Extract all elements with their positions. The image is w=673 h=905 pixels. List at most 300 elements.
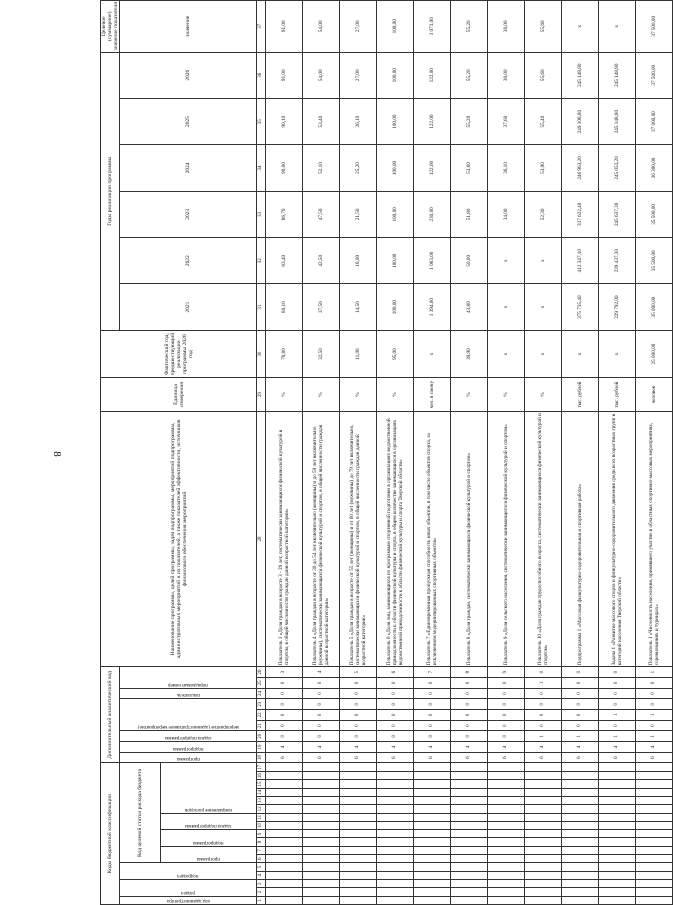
- column-number: 32: [257, 238, 266, 284]
- code-cell: [340, 788, 377, 796]
- code-cell: [488, 896, 525, 904]
- column-number: 23: [257, 699, 266, 710]
- code-cell: [266, 821, 303, 829]
- code-cell: [451, 855, 488, 863]
- year-value: 55,20: [451, 98, 488, 144]
- code-cell: 0: [303, 710, 340, 721]
- code-cell: 0: [340, 731, 377, 742]
- row-description: Подпрограмма 1 «Массовая физкультурно-оздоровительная и спортивная работа»: [562, 411, 599, 667]
- code-cell: [525, 846, 562, 854]
- code-cell: [525, 805, 562, 813]
- unit-cell: %: [451, 378, 488, 411]
- code-cell: [636, 821, 673, 829]
- year-value: 1 394,00: [414, 284, 451, 330]
- code-cell: [636, 863, 673, 871]
- code-cell: [451, 813, 488, 821]
- code-cell: [636, 788, 673, 796]
- code-cell: [414, 813, 451, 821]
- year-value: 229 792,00: [599, 284, 636, 330]
- code-cell: [340, 830, 377, 838]
- code-cell: [266, 838, 303, 846]
- code-cell: 0: [636, 688, 673, 699]
- code-cell: [266, 880, 303, 888]
- year-value: х: [488, 238, 525, 284]
- year-value: 37,60: [488, 98, 525, 144]
- code-cell: 1: [636, 710, 673, 721]
- code-cell: 0: [377, 710, 414, 721]
- year-value: 100,00: [377, 98, 414, 144]
- code-cell: 0: [414, 720, 451, 731]
- code-cell: [525, 880, 562, 888]
- code-cell: [377, 871, 414, 879]
- year-value: 245 637,30: [599, 191, 636, 237]
- code-cell: [303, 880, 340, 888]
- code-cell: [451, 838, 488, 846]
- code-cell: [414, 863, 451, 871]
- year-value: 100,00: [377, 145, 414, 191]
- code-cell: 0: [525, 688, 562, 699]
- code-cell: [266, 896, 303, 904]
- cls-indicator-label: показатель: [176, 692, 200, 698]
- code-cell: 0: [488, 720, 525, 731]
- code-cell: [562, 855, 599, 863]
- code-cell: [451, 780, 488, 788]
- table-row: [303, 1, 340, 905]
- code-cell: [562, 846, 599, 854]
- code-cell: [525, 838, 562, 846]
- code-cell: [340, 896, 377, 904]
- year-value: 27,00: [340, 52, 377, 98]
- row-description: Показатель 1 «Численность населения, принявшего участие в областных спортивно-массовых мероприятиях, соревнованиях и турнирах»: [636, 411, 673, 667]
- column-number: 2: [257, 888, 266, 896]
- unit-cell: %: [303, 378, 340, 411]
- subprogram-header: [161, 830, 257, 847]
- table-row: [488, 1, 525, 905]
- code-cell: [525, 863, 562, 871]
- fact-value: х: [414, 330, 451, 378]
- code-cell: 4: [599, 742, 636, 753]
- code-cell: [562, 780, 599, 788]
- unit-cell: %: [340, 378, 377, 411]
- code-cell: [562, 863, 599, 871]
- code-cell: [451, 772, 488, 780]
- row-description: Показатель 4 «Доля граждан в возрасте от 30 до 54 лет включительно (женщины) и до 59 лет включительно (мужчины), систематически занимающихся физической культурой и спортом, в общей численности граждан данной возрастной категории»: [303, 411, 340, 667]
- code-cell: 0: [488, 677, 525, 688]
- code-cell: 1: [599, 731, 636, 742]
- year-value: х: [488, 284, 525, 330]
- code-cell: [266, 788, 303, 796]
- code-cell: 4: [303, 742, 340, 753]
- code-cell: [303, 846, 340, 854]
- code-cell: 6: [562, 752, 599, 763]
- code-cell: [377, 863, 414, 871]
- row-description: Показатель 7 «Единовременная пропускная способность иных объектов, в том числе объектов спорта, за исключением модернизированных спортивных объектов»: [414, 411, 451, 667]
- code-cell: [377, 830, 414, 838]
- code-cell: [562, 805, 599, 813]
- code-cell: [636, 871, 673, 879]
- code-cell: [636, 888, 673, 896]
- row-description: Показатель 5 «Доля граждан в возрасте от 55 лет (женщины) и от 60 лет (мужчины) до 79 лет включительно, систематически занимающихся физической культурой и спортом, в общей численности граждан данной возрастной категории»: [340, 411, 377, 667]
- target-value: 37 500,00: [636, 1, 673, 53]
- code-cell: 0: [414, 688, 451, 699]
- code-cell: [303, 788, 340, 796]
- code-cell: [340, 805, 377, 813]
- code-cell: [266, 796, 303, 804]
- code-cell: 0: [599, 699, 636, 710]
- code-cell: 4: [340, 742, 377, 753]
- year-value: 14,50: [340, 284, 377, 330]
- year-value: 37 500,00: [636, 52, 673, 98]
- year-value: 26,10: [340, 98, 377, 144]
- column-number: 9: [257, 830, 266, 838]
- column-number: 35: [257, 98, 266, 144]
- code-cell: [377, 896, 414, 904]
- code-cell: 4: [525, 742, 562, 753]
- code-cell: [599, 830, 636, 838]
- column-number: 34: [257, 145, 266, 191]
- unit-cell: %: [525, 378, 562, 411]
- row-description: Задача 1 «Развитие массового спорта и физкультурно-оздоровительного движения среди всех возрастных групп и категорий населения Тверской области»: [599, 411, 636, 667]
- code-cell: [636, 805, 673, 813]
- code-cell: [488, 855, 525, 863]
- year-value: 100,00: [377, 238, 414, 284]
- code-cell: [340, 871, 377, 879]
- code-cell: [599, 880, 636, 888]
- year-value: 1 083,00: [414, 238, 451, 284]
- subsection-header-label: подраздел: [177, 873, 199, 879]
- year-value: 35 500,00: [636, 238, 673, 284]
- year-value: 53,60: [451, 145, 488, 191]
- code-cell: 0: [451, 699, 488, 710]
- code-cell: 0: [451, 688, 488, 699]
- code-cell: [266, 805, 303, 813]
- year-value: 37 000,00: [636, 98, 673, 144]
- code-cell: [377, 888, 414, 896]
- section-header: [120, 880, 257, 897]
- code-cell: [414, 830, 451, 838]
- code-cell: [414, 772, 451, 780]
- unit-cell: тыс. рублей: [599, 378, 636, 411]
- code-cell: 0: [303, 677, 340, 688]
- code-cell: 0: [377, 731, 414, 742]
- unit-cell: тыс. рублей: [562, 378, 599, 411]
- code-cell: 6: [266, 752, 303, 763]
- code-cell: [340, 888, 377, 896]
- code-cell: 0: [266, 720, 303, 731]
- year-value: 55,40: [525, 98, 562, 144]
- code-cell: [525, 888, 562, 896]
- year-value: 36,10: [488, 145, 525, 191]
- code-cell: [636, 855, 673, 863]
- code-cell: [525, 772, 562, 780]
- code-cell: 6: [599, 752, 636, 763]
- fact-header: Фактический год, предшествующий реализации программы 2020 год: [101, 330, 257, 378]
- code-cell: 0: [303, 731, 340, 742]
- code-cell: [451, 830, 488, 838]
- code-cell: [525, 763, 562, 772]
- code-cell: 1: [599, 710, 636, 721]
- row-description: Показатель 10 «Доля граждан трудоспособного возраста, систематически занимающихся физической культурой и спортом»: [525, 411, 562, 667]
- fact-value: 95,00: [377, 330, 414, 378]
- code-cell: [488, 796, 525, 804]
- code-cell: [488, 788, 525, 796]
- year-value: 412 347,10: [562, 238, 599, 284]
- code-cell: [599, 772, 636, 780]
- code-cell: 0: [562, 688, 599, 699]
- year-value: 100,00: [377, 191, 414, 237]
- program-label: программа: [197, 856, 220, 862]
- unit-cell: человек: [636, 378, 673, 411]
- code-cell: 4: [488, 742, 525, 753]
- unit-cell: %: [266, 378, 303, 411]
- code-cell: [377, 821, 414, 829]
- column-number: 11: [257, 813, 266, 821]
- code-cell: [414, 896, 451, 904]
- code-cell: [599, 821, 636, 829]
- code-cell: 0: [562, 710, 599, 721]
- target-value: 54,00: [303, 1, 340, 53]
- fact-value: 78,80: [266, 330, 303, 378]
- code-cell: [377, 763, 414, 772]
- code-cell: [303, 863, 340, 871]
- year-value: 122,00: [414, 145, 451, 191]
- code-cell: [303, 805, 340, 813]
- column-number: 37: [257, 1, 266, 53]
- expense-group-header: Код целевой статьи расхода бюджета: [120, 763, 161, 863]
- year-value: 21,50: [340, 191, 377, 237]
- code-cell: [266, 855, 303, 863]
- year-value: 91,00: [266, 52, 303, 98]
- code-cell: [266, 846, 303, 854]
- code-cell: [266, 772, 303, 780]
- code-cell: 1: [636, 667, 673, 678]
- target-value: 3 073,00: [414, 1, 451, 53]
- activity-header: [161, 763, 257, 813]
- code-cell: 0: [562, 677, 599, 688]
- column-number: 4: [257, 871, 266, 879]
- year-value: 230,00: [414, 191, 451, 237]
- year-value: 246 963,20: [562, 145, 599, 191]
- code-cell: [266, 871, 303, 879]
- code-cell: 6: [451, 752, 488, 763]
- year-value: 245 148,80: [599, 98, 636, 144]
- year-value: 337 622,40: [562, 191, 599, 237]
- code-cell: [451, 871, 488, 879]
- year-value: 54,00: [303, 52, 340, 98]
- code-cell: 4: [377, 742, 414, 753]
- table-row: [451, 1, 488, 905]
- code-cell: [488, 838, 525, 846]
- code-cell: 0: [266, 677, 303, 688]
- cls-task-label: задача подпрограммы: [164, 735, 212, 741]
- task-label: задача подпрограммы: [185, 823, 232, 829]
- year-value: 18,00: [340, 238, 377, 284]
- code-cell: [303, 763, 340, 772]
- column-number: 20: [257, 731, 266, 742]
- classification-header: Дополнительный аналитический код: [101, 667, 120, 763]
- code-cell: [414, 788, 451, 796]
- code-cell: [562, 821, 599, 829]
- code-cell: [636, 796, 673, 804]
- year-value: 249 108,80: [562, 98, 599, 144]
- code-cell: 6: [377, 667, 414, 678]
- admin-header: [120, 896, 257, 904]
- code-cell: 0: [340, 699, 377, 710]
- code-cell: [414, 821, 451, 829]
- code-cell: [562, 772, 599, 780]
- code-cell: [451, 788, 488, 796]
- code-cell: 5: [340, 667, 377, 678]
- target-value: 91,00: [266, 1, 303, 53]
- code-cell: [488, 780, 525, 788]
- code-cell: 0: [488, 710, 525, 721]
- fact-value: 32,50: [303, 330, 340, 378]
- column-number: 28: [257, 411, 266, 667]
- column-number: 10: [257, 821, 266, 829]
- year-value: 239 437,30: [599, 238, 636, 284]
- code-cell: 4: [636, 742, 673, 753]
- code-cell: [377, 788, 414, 796]
- cls-subprogram-header: [120, 742, 257, 753]
- code-cell: [266, 888, 303, 896]
- code-cell: 0: [340, 710, 377, 721]
- code-cell: 0: [451, 677, 488, 688]
- year-value: 55,60: [525, 52, 562, 98]
- code-cell: [488, 763, 525, 772]
- code-cell: [525, 871, 562, 879]
- code-cell: 4: [414, 742, 451, 753]
- year-value: 245 148,80: [562, 52, 599, 98]
- code-cell: [340, 763, 377, 772]
- cls-activity-header: [120, 699, 257, 731]
- code-cell: 0: [451, 720, 488, 731]
- task-header: [161, 813, 257, 830]
- column-number: 36: [257, 52, 266, 98]
- code-cell: [303, 772, 340, 780]
- code-cell: [340, 838, 377, 846]
- row-description: Показатель 8 «Доля граждан, систематически занимающихся физической культурой и спортом»: [451, 411, 488, 667]
- code-cell: 6: [488, 752, 525, 763]
- code-cell: [562, 763, 599, 772]
- year-value: 83,40: [266, 238, 303, 284]
- column-number: 30: [257, 330, 266, 378]
- year-value: 100,00: [377, 284, 414, 330]
- code-cell: [488, 821, 525, 829]
- code-cell: [562, 813, 599, 821]
- code-cell: 0: [266, 710, 303, 721]
- table-row: [377, 1, 414, 905]
- code-cell: [303, 855, 340, 863]
- year-value: 35 500,00: [636, 191, 673, 237]
- column-number: 18: [257, 752, 266, 763]
- code-cell: 0: [525, 710, 562, 721]
- fact-value: 11,00: [340, 330, 377, 378]
- code-cell: [377, 813, 414, 821]
- year-value: 55,20: [451, 52, 488, 98]
- code-cell: 0: [488, 688, 525, 699]
- year-2025-header: 2025: [120, 98, 257, 144]
- column-number: 21: [257, 720, 266, 731]
- code-cell: [266, 763, 303, 772]
- cls-activity-label: мероприятие (административное мероприятие): [137, 724, 239, 730]
- code-cell: [562, 880, 599, 888]
- code-cell: 0: [599, 720, 636, 731]
- year-value: 47,50: [303, 191, 340, 237]
- code-cell: [599, 838, 636, 846]
- code-cell: [414, 763, 451, 772]
- code-cell: [525, 855, 562, 863]
- year-value: 52,30: [525, 191, 562, 237]
- code-cell: [303, 838, 340, 846]
- page-number: 8: [50, 451, 63, 457]
- unit-cell: чел. в смену: [414, 378, 451, 411]
- code-cell: [488, 880, 525, 888]
- code-cell: [340, 821, 377, 829]
- code-cell: [340, 846, 377, 854]
- code-cell: [525, 796, 562, 804]
- code-cell: 9: [488, 667, 525, 678]
- admin-header-label: код администратора: [166, 898, 210, 903]
- report-sheet: [100, 0, 660, 905]
- code-cell: 0: [525, 720, 562, 731]
- code-cell: [451, 880, 488, 888]
- code-cell: [451, 805, 488, 813]
- year-value: 375 735,40: [562, 284, 599, 330]
- target-value: 55,20: [451, 1, 488, 53]
- code-cell: [525, 780, 562, 788]
- target-sub-header: значение: [120, 1, 257, 53]
- table-row: [636, 1, 673, 905]
- year-value: 38,00: [488, 52, 525, 98]
- code-cell: 1: [562, 731, 599, 742]
- cls-task-header: [120, 731, 257, 742]
- target-value: 55,60: [525, 1, 562, 53]
- table-row: [599, 1, 636, 905]
- code-cell: 0: [303, 688, 340, 699]
- column-number: 14: [257, 788, 266, 796]
- code-cell: [599, 855, 636, 863]
- cls-program-label: программа: [176, 756, 200, 762]
- code-cell: [303, 830, 340, 838]
- code-cell: 0: [599, 667, 636, 678]
- code-cell: 0: [377, 688, 414, 699]
- year-value: 36 300,00: [636, 145, 673, 191]
- code-cell: [599, 788, 636, 796]
- year-value: 43,80: [451, 284, 488, 330]
- code-cell: [636, 780, 673, 788]
- code-cell: [266, 813, 303, 821]
- column-number: 29: [257, 378, 266, 411]
- target-value: 100,00: [377, 1, 414, 53]
- table-row: [525, 1, 562, 905]
- code-cell: [340, 880, 377, 888]
- year-value: 37,50: [303, 284, 340, 330]
- code-cell: [525, 788, 562, 796]
- code-cell: [414, 855, 451, 863]
- year-value: 122,00: [414, 52, 451, 98]
- unit-cell: %: [488, 378, 525, 411]
- code-cell: [377, 780, 414, 788]
- fact-value: 39,90: [451, 330, 488, 378]
- column-number: 7: [257, 846, 266, 854]
- code-cell: 0: [562, 699, 599, 710]
- code-cell: [599, 763, 636, 772]
- year-value: 42,50: [303, 238, 340, 284]
- code-cell: [377, 838, 414, 846]
- code-cell: 3: [266, 667, 303, 678]
- year-value: 35 000,00: [636, 284, 673, 330]
- column-number: 31: [257, 284, 266, 330]
